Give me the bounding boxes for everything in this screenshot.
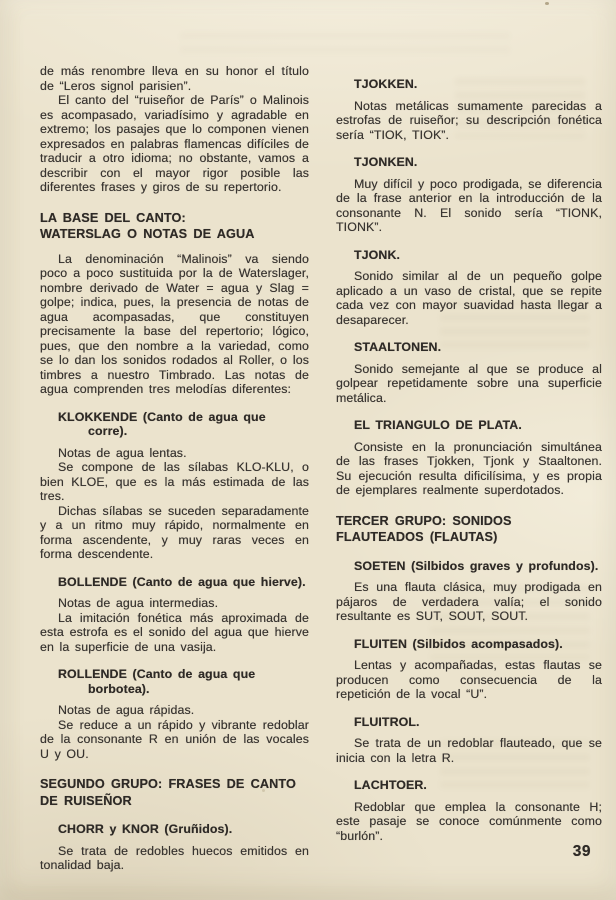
page-number: 39: [572, 843, 591, 860]
paragraph: Consiste en la pronunciación simultánea de las frases Tjokken, Tjonk y Staaltonen. Su ejecución resulta dificilísima, y es propia de ejemplares realmente superdotados.: [336, 439, 602, 497]
subheading: ROLLENDE (Canto de agua que borbotea).: [58, 667, 256, 696]
page-columns: [40, 64, 602, 873]
subheading: BOLLENDE (Canto de agua que hierve).: [58, 574, 306, 589]
paragraph: Notas metálicas sumamente parecidas a estrofas de ruiseñor; su descripción fonética sería “TIOK, TIOK”.: [336, 98, 602, 142]
paragraph: de más renombre lleva en su honor el título de “Leros signol parisien”.: [40, 64, 309, 93]
right-column: [336, 64, 602, 873]
section-heading: TERCER GRUPO: SONIDOS FLAUTEADOS (FLAUTAS): [336, 513, 512, 544]
left-column: [40, 64, 309, 873]
paragraph: Notas de agua rápidas.: [58, 703, 195, 717]
paragraph: Se reduce a un rápido y vibrante redoblar de la consonante R en unión de las vocales U y OU.: [40, 717, 309, 761]
subheading: EL TRIANGULO DE PLATA.: [354, 418, 522, 432]
section-heading: SEGUNDO GRUPO: FRASES DE CANTO DE RUISEÑOR: [40, 777, 296, 808]
subheading: KLOKKENDE (Canto de agua que corre).: [58, 409, 266, 438]
subheading: TJONK.: [354, 247, 401, 262]
paragraph: Es una flauta clásica, muy prodigada en pájaros de verdadera valía; el sonido resultante es SUT, SOUT, SOUT.: [336, 580, 602, 623]
subheading: FLUITEN (Silbidos acompasados).: [354, 636, 563, 651]
paragraph: La imitación fonética más aproximada de esta estrofa es el sonido del agua que hierve en la superficie de una vasija.: [40, 610, 309, 654]
paragraph: Se trata de redobles huecos emitidos en tonalidad baja.: [40, 843, 309, 872]
paragraph: Redoblar que emplea la consonante H; este pasaje se conoce comúnmente como “burlón”.: [336, 799, 602, 843]
subheading: STAALTONEN.: [354, 340, 442, 354]
subheading: FLUITROL.: [354, 714, 420, 729]
paragraph: Lentas y acompañadas, estas flautas se producen como consecuencia de la repetición de la vocal “U”.: [336, 658, 602, 701]
paragraph: El canto del “ruiseñor de París” o Malinois es acompasado, variadísimo y agradable en extremo; los pasajes que lo componen vienen expresados en palabras flamencas difíciles de traducir a otro idioma; no obstante, vamos a describir con el mayor rigor posible las diferentes frases y giros de su repertorio.: [40, 93, 309, 194]
paragraph: Dichas sílabas se suceden separadamente y a un ritmo muy rápido, normalmente en forma ascendente, y muy raras veces en forma descendente.: [40, 503, 309, 561]
paragraph: Se trata de un redoblar flauteado, que se inicia con la letra R.: [336, 736, 602, 765]
paragraph: La denominación “Malinois” va siendo poco a poco sustituida por la de Waterslager, nombre derivado de Water = agua y Slag = golpe; indica, pues, la presencia de notas de agua acompasadas, que constituyen precisamente la base del repertorio; lógico, pues, que den nombre a la variedad, como se lo dan los sonidos rodados al Roller, o los timbres a nuestro Timbrado. Las notas de agua comprenden tres melodías diferentes:: [40, 251, 309, 396]
paragraph: Notas de agua lentas.: [58, 445, 187, 460]
section-heading: LA BASE DEL CANTO: WATERSLAG O NOTAS DE AGUA: [40, 210, 255, 241]
paragraph: Sonido similar al de un pequeño golpe aplicado a un vaso de cristal, que se repite cada vez con mayor suavidad hasta llegar a desaparecer.: [336, 269, 602, 327]
subheading: TJOKKEN.: [354, 77, 418, 91]
paragraph: Se compone de las sílabas KLO-KLU, o bien KLOE, que es la más estimada de las tres.: [40, 460, 309, 503]
paragraph: Muy difícil y poco prodigada, se diferencia de la frase anterior en la introducción de la consonante N. El sonido sería “TIONK, TIONK”.: [336, 176, 602, 234]
subheading: CHORR y KNOR (Gruñidos).: [58, 822, 233, 836]
showthrough-smudge: [180, 32, 510, 58]
paragraph: Sonido semejante al que se produce al golpear repetidamente sobre una superficie metálica.: [336, 361, 602, 405]
subheading: LACHTOER.: [354, 778, 427, 792]
subheading: SOETEN (Silbidos graves y profundos).: [354, 558, 599, 573]
subheading: TJONKEN.: [354, 155, 418, 169]
paper-speck: [545, 2, 549, 5]
paragraph: Notas de agua intermedias.: [58, 596, 219, 610]
